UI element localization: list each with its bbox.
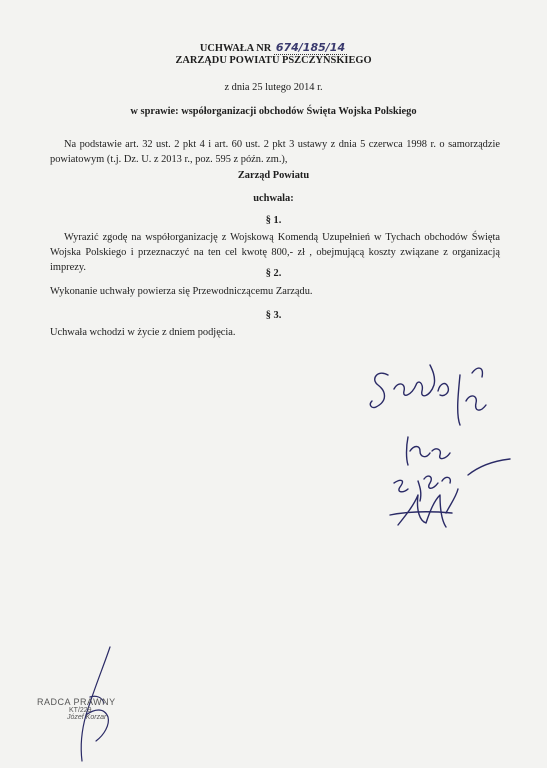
resolution-subject: w sprawie: współorganizacji obchodów Święta Wojska Polskiego [130, 106, 417, 117]
board-name: Zarząd Powiatu [237, 170, 310, 181]
stamp-number: KT/229 [69, 707, 92, 714]
title-prefix: UCHWAŁA NR [199, 43, 272, 54]
section-1-heading: § 1. [265, 215, 282, 226]
resolution-date: z dnia 25 lutego 2014 r. [224, 82, 323, 93]
resolution-title [0, 42, 547, 55]
issuer-name: ZARZĄDU POWIATU PSZCZYŃSKIEGO [175, 55, 372, 66]
section-3-text: Uchwała wchodzi w życie z dniem podjęcia. [50, 327, 236, 338]
section-2-text: Wykonanie uchwały powierza się Przewodniczącemu Zarządu. [50, 286, 313, 297]
resolution-number: 674/185/14 [275, 41, 346, 54]
board-signatures [360, 355, 540, 545]
section-3-heading: § 3. [265, 310, 282, 321]
section-1-text: Wyrazić zgodę na współorganizację z Wojskową Komendą Uzupełnień w Tychach obchodów Święta Wojska Polskiego i przeznaczyć na ten cel kwotę 800,- zł , obejmującą koszty związane z organizacją imprezy. [50, 232, 500, 273]
resolves-label: uchwala: [253, 193, 294, 204]
stamp-name: Józef Korzar [67, 714, 107, 721]
legal-counsel-stamp [37, 697, 157, 721]
stamp-title: RADCA PRAWNY [37, 697, 116, 707]
section-2-heading: § 2. [265, 268, 282, 279]
legal-basis: Na podstawie art. 32 ust. 2 pkt 4 i art. 60 ust. 2 pkt 3 ustawy z dnia 5 czerwca 1998 r. o samorządzie powiatowym (t.j. Dz. U. z 2013 r., poz. 595 z późn. zm.), [50, 139, 500, 165]
